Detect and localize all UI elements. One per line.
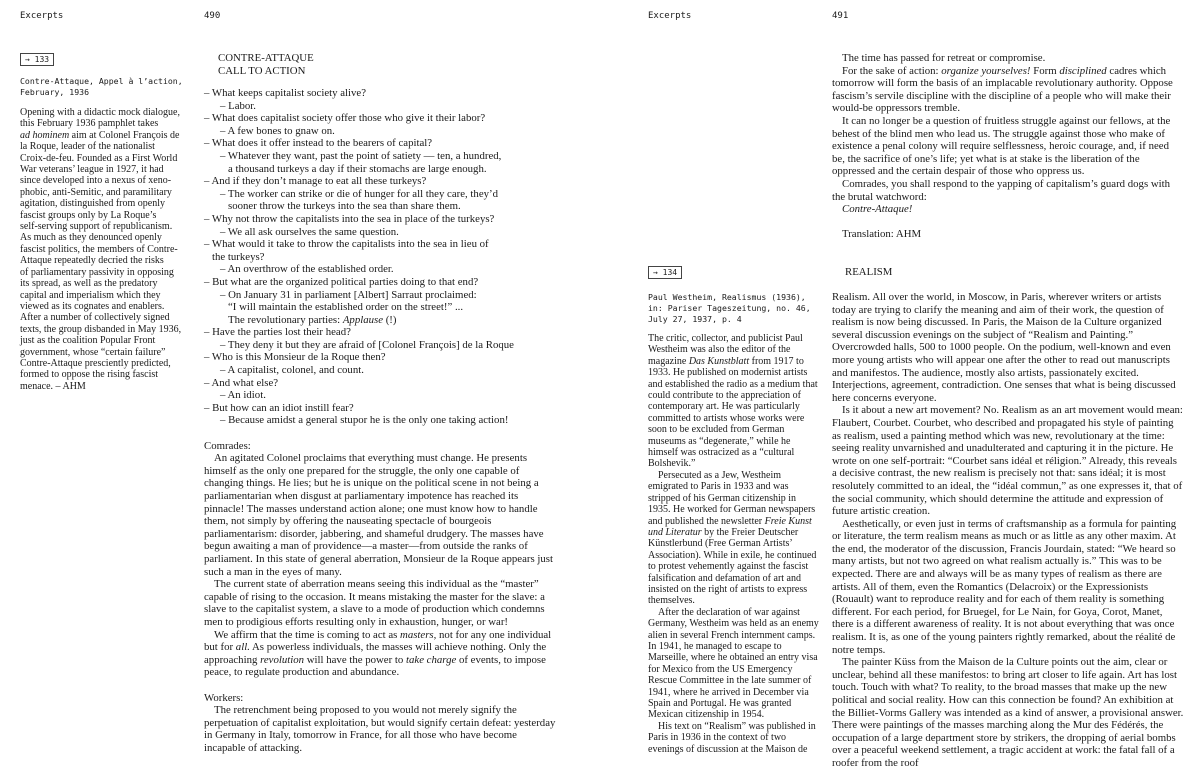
title-line: CONTRE-ATTAQUE: [218, 52, 314, 64]
source-line: July 27, 1937, p. 4: [648, 314, 742, 324]
dialogue-answer: – A few bones to gnaw on.: [220, 124, 335, 137]
dialogue-answer: – An overthrow of the established order.: [220, 263, 394, 276]
sidebar-line: viewed as its cognates and enablers.: [20, 300, 165, 312]
dialogue-answer: “I will maintain the established order on the street!” ...: [228, 301, 464, 314]
continuation-text-133: [832, 52, 1184, 241]
sidebar-paragraph: Persecuted as a Jew, Westheim emigrated to Paris in 1933 and was stripped of his German citizenship in 1935. He worked for German newspapers and published the newsletter Freie Kunst und Literatur by the Freier Deutscher Künstlerbund (Free German Artists’ Association). While in exile, he continued to protest vehemently against the fascist falsification and defamation of art and insisted on the right of artists to express themselves.: [648, 469, 817, 607]
dialogue-question: – Why not throw the capitalists into the sea in place of the turkeys?: [204, 212, 495, 225]
dialogue-answer: – Whatever they want, past the point of satiety — ten, a hundred,: [220, 149, 502, 162]
sidebar-paragraph: The critic, collector, and publicist Paul Westheim was also the editor of the magazine Das Kunstblatt from 1917 to 1933. He published on modernist artists and established the radio as a medium that could contribute to the appreciation of contemporary art. He was particularly committed to artists whose works were soon to be excluded from German museums as “degenerate,” while he himself was ostracized as a “cultural Bolshevik.”: [648, 333, 818, 470]
workers-heading: Workers:: [204, 691, 244, 704]
main-text-column-134: [832, 291, 1184, 770]
workers-paragraph: The retrenchment being proposed to you would not merely signify the perpetuation of capitalist exploitation, but would signify certain defeat: yesterday in Germany in Italy, tomorrow in France, for all those who have become incapable of attacking.: [204, 704, 556, 754]
continuation-paragraph: Comrades, you shall respond to the yapping of capitalism’s guard dogs with the brutal watchword:: [832, 177, 1171, 203]
sidebar-line: since developed into a nexus of xeno-: [20, 175, 172, 187]
sidebar-line: agitation, distinguished from openly: [20, 198, 165, 210]
dialogue-answer: – We all ask ourselves the same question.: [220, 225, 399, 238]
realism-paragraph: The painter Küss from the Maison de la Culture points out the aim, clear or unclear, behind all these manifestos: to bring art closer to life again. Art has lost touch. Touch with what? To reality, to the broad masses that make up the new political and social reality. How can this connection be found? An exhibition at the Billiet-Vorms Gallery was intended as a kind of answer, a provisional answer. There were paintings of the masses marching along the Mur des Fédérés, the occupation of a large department store by strikers, the dropping of aerial bombs over a peaceful weekend settlement, a tragic accident at work: the fatal fall of a roofer from the roof: [832, 656, 1184, 769]
source-citation-134: [648, 292, 811, 325]
sidebar-line: After a number of collectively signed: [20, 312, 170, 324]
source-citation-133: [20, 76, 183, 98]
dialogue-answer: sooner throw the turkeys into the sea than share them.: [228, 200, 461, 213]
affirm-paragraph: We affirm that the time is coming to act as masters, not for any one individual but for all. As powerless individuals, the masses will achieve nothing. Only the approaching revolution will have the power to take charge of events, to impose peace, to regulate production and abundance.: [204, 628, 552, 679]
sidebar-line: self-serving support of republicanism.: [20, 221, 173, 233]
right-header-label: Excerpts: [648, 11, 692, 21]
left-header-label: Excerpts: [20, 11, 64, 21]
translation-credit: Translation: AHM: [842, 228, 922, 241]
dialogue-answer: – Because amidst a general stupor he is the only one taking action!: [220, 414, 509, 427]
dialogue-question: – But how can an idiot instill fear?: [204, 401, 354, 414]
realism-paragraph: Is it about a new art movement? No. Realism as an art movement would mean: Flaubert, Courbet. Courbet, who described and propagated his style of painting as realism, used a painting method which was new, revolutionary at the time: seeing reality unvarnished and unadulterated and capturing it in the picture. He wrote on one self-portrait: “Courbet sans idéal et réligion.” Already, this reveals a decisive contrast, the new realism is precisely not that: sans idéal; it is most resolutely committed to an ideal, the “idéal commun,” as one expresses it, that of the social community, which should determine the attitude and expression of future artistic creation.: [832, 404, 1183, 518]
continuation-paragraph: It can no longer be a question of fruitless struggle against our fellows, at the behest of the blind men who lead us. The struggle against those who make of existence a penal colony will require selflessness, heroic courage, and, if need be, the sacrifice of one’s life; yet what is at stake is the liberation of the oppressed and the certain despair of those who oppress us.: [832, 114, 1171, 178]
left-page-number: 490: [204, 11, 221, 21]
sidebar-line: War veterans’ league in 1927, it had: [20, 164, 164, 176]
realism-paragraph: Aesthetically, or even just in terms of craftsmanship as a formula for painting or literature, the term realism means as much or as little as any other maxim. At the end, the moderator of the discussion, Francis Jourdain, stated: “We heard so many artists, but not two agreed on what realism actually is.” This was to be expected. There are and always will be as many types of realism as there are artists. All of them, even the Romantics (Delacroix) or the Expressionists (Rouault) want to reproduce reality and for each of them reality is something different. For each period, for Bruegel, for Le Nain, for Goya, Corot, Manet, there is a different awareness of reality. It is not about everything that was once realism. It is, as one of the young painters rightly remarked, about the réalité de notre temps.: [832, 517, 1177, 656]
dialogue-answer: – The worker can strike or die of hunger for all they care, they’d: [220, 187, 499, 200]
sidebar-line: Croix-de-feu. Founded as a First World: [20, 152, 178, 164]
title-line: CALL TO ACTION: [218, 64, 306, 77]
excerpt-title-134: REALISM: [845, 266, 893, 278]
continuation-paragraph: The time has passed for retreat or compromise.: [842, 52, 1046, 64]
source-line: Paul Westheim, Realismus (1936),: [648, 292, 806, 302]
watchword: Contre-Attaque!: [842, 203, 913, 216]
dialogue-question: – Have the parties lost their head?: [204, 326, 351, 339]
dialogue-answer: The revolutionary parties: Applause (!): [228, 313, 397, 326]
cross-reference-134[interactable]: → 134: [648, 266, 682, 279]
intro-sidebar-134: [648, 333, 820, 755]
realism-paragraph: Realism. All over the world, in Moscow, in Paris, wherever writers or artists today are trying to clarify the meaning and aim of their work, the question of realism is now being discussed. In Paris, the Maison de la Culture organized several discussion evenings on the subject of “Realism and Painting.” Overcrowded halls, 500 to 1000 people. On the podium, well-known and even more young artists who will appear one after the other to read out manuscripts and manifestos. The audience, mostly also artists, passionately excited. Interjections, agreement, contradiction. One senses that what is being discussed here concerns everyone.: [832, 291, 1176, 404]
dialogue-question: – What does capitalist society offer those who give it their labor?: [204, 112, 486, 125]
dialogue-question: – Who is this Monsieur de la Roque then?: [204, 351, 386, 364]
source-line: in: Pariser Tageszeitung, no. 46,: [648, 303, 811, 313]
source-line: February, 1936: [20, 87, 90, 97]
dialogue-question: – What keeps capitalist society alive?: [204, 87, 366, 99]
right-page-number: 491: [832, 11, 849, 21]
cross-reference-133[interactable]: → 133: [20, 53, 54, 66]
intro-sidebar-133: [20, 107, 192, 392]
sidebar-line: Attaque repeatedly decried the risks: [20, 255, 164, 267]
dialogue-answer: – An idiot.: [220, 389, 266, 402]
sidebar-line: ad hominem aim at Colonel François de: [20, 129, 180, 141]
sidebar-paragraph: His text on “Realism” was published in Paris in 1936 in the context of two evenings of discussion at the Maison de: [648, 720, 816, 755]
dialogue-answer: – They deny it but they are afraid of [Colonel François] de la Roque: [220, 338, 514, 351]
dialogue-question-cont: the turkeys?: [212, 250, 265, 263]
sidebar-line: government, whose “certain failure”: [20, 346, 166, 358]
sidebar-line: texts, the group disbanded in May 1936,: [20, 323, 182, 335]
sidebar-line: capital and imperialism which they: [20, 289, 161, 301]
comrades-paragraph: The current state of aberration means seeing this individual as the “master” capable of rising to the occasion. It means mistaking the master for the slave: a slave to the capitalist system, a slave to a mode of production which condemns men to prodigious efforts resulting only in exhaustion, hunger, or war!: [204, 578, 545, 628]
sidebar-line: phobic, anti-Semitic, and paramilitary: [20, 186, 172, 198]
sidebar-line: fascist politics, the members of Contre-: [20, 243, 178, 255]
dialogue-answer: – A capitalist, colonel, and count.: [220, 364, 364, 377]
excerpt-title-133: [218, 52, 314, 77]
dialogue-question: – What would it take to throw the capitalists into the sea in lieu of: [204, 238, 489, 251]
dialogue-question: – And if they don’t manage to eat all these turkeys?: [204, 175, 427, 188]
dialogue-answer: – On January 31 in parliament [Albert] Sarraut proclaimed:: [220, 288, 477, 301]
sidebar-line: menace. – AHM: [20, 380, 86, 392]
continuation-paragraph: For the sake of action: organize yourselves! Form disciplined cadres which tomorrow will form the basis of an implacable revolutionary authority. Oppose fascism’s servile discipline with the discipline of a people who will make their would-be oppressors tremble.: [832, 64, 1173, 115]
sidebar-line: fascist groups only by La Roque’s: [20, 209, 157, 221]
sidebar-line: its spread, as well as the predatory: [20, 278, 158, 290]
mock-dialogue: [204, 87, 556, 427]
source-line: Contre-Attaque, Appel à l’action,: [20, 76, 183, 86]
sidebar-paragraph: After the declaration of war against Germany, Westheim was held as an enemy alien in several French internment camps. In 1941, he managed to escape to Marseille, where he obtained an entry visa for Mexico from the US Emergency Rescue Committee in the late summer of 1941, where he arrived in December via Spain and Portugal. He was granted Mexican citizenship in 1954.: [648, 606, 819, 721]
sidebar-line: Opening with a didactic mock dialogue,: [20, 107, 180, 118]
sidebar-line: this February 1936 pamphlet takes: [20, 118, 159, 130]
sidebar-line: of parliamentary passivity in opposing: [20, 266, 174, 278]
sidebar-line: As much as they denounced openly: [20, 232, 162, 244]
comrades-paragraph: An agitated Colonel proclaims that everything must change. He presents himself as the only one prepared for the struggle, the only one capable of changing things. He lies; but he is unique on the political scene in not being a parliamentarian when disgust at parliamentary impotence has reached its pinnacle! The masses understand action alone; one must know how to handle them, not simply by offering the nauseating spectacle of bourgeois parliamentarism: disorder, jabbering, and shameful drudgery. The masses have begun awaiting a man of providence—a master—from outside the ranks of parliament. In this state of general aberration, Monsieur de la Roque appears just such a man in the eyes of many.: [204, 452, 553, 578]
sidebar-line: just as the coalition Popular Front: [20, 335, 156, 347]
comrades-heading: Comrades:: [204, 439, 251, 452]
dialogue-question: – And what else?: [204, 376, 279, 389]
dialogue-answer: – Labor.: [220, 99, 256, 112]
sidebar-line: formed to oppose the rising fascist: [20, 369, 159, 381]
sidebar-line: la Roque, leader of the nationalist: [20, 141, 155, 153]
dialogue-question: – What does it offer instead to the bearers of capital?: [204, 137, 433, 150]
dialogue-question: – But what are the organized political parties doing to that end?: [204, 275, 479, 288]
sidebar-line: Contre-Attaque presciently predicted,: [20, 357, 171, 369]
dialogue-answer: a thousand turkeys a day if their stomachs are large enough.: [228, 162, 487, 175]
main-text-column-133: [204, 87, 556, 754]
